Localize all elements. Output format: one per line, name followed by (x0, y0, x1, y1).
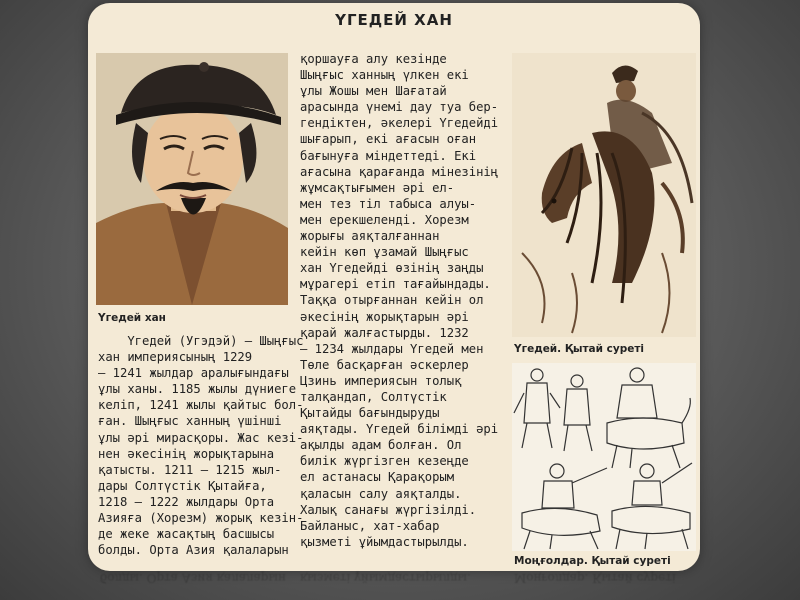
column-2-line: ел астанасы Қарақорым (300, 470, 455, 485)
horse-rider-sketch-image (512, 53, 696, 337)
column-1-line: де жеке жасақтың басшысы (98, 527, 275, 542)
column-2-line: мен тез тіл табыса алуы- (300, 196, 477, 211)
column-2-line: Халық санағы жүргізілді. (300, 502, 477, 517)
column-2-line: ағасына қарағанда мінезінің (300, 164, 499, 179)
column-2-line: билік жүргізген кезеңде (300, 454, 469, 469)
column-2-line: талқандап, Солтүстік (300, 389, 447, 404)
portrait-drawing (96, 53, 288, 305)
column-1-line: қатысты. 1211 – 1215 жыл- (98, 462, 282, 477)
column-2-line: Таққа отырғаннан кейін ол (300, 293, 484, 308)
slide-reflection (88, 571, 700, 600)
column-2-line: қарай жалғастырды. 1232 (300, 325, 469, 340)
column-1-line: ұлы ханы. 1185 жылы дүниеге (98, 382, 297, 397)
column-2-line: аяқтады. Үгедей білімді әрі (300, 422, 499, 437)
column-2-line: ақылды адам болған. Ол (300, 438, 462, 453)
column-2-line: Байланыс, хат-хабар (300, 518, 440, 533)
column-2-line: жұмсақтығымен әрі ел- (300, 180, 455, 195)
column-1-line: ұлы әрі мирасқоры. Жас кезі- (98, 430, 304, 445)
column-2-line: арасында үнемі дау туа бер- (300, 100, 499, 115)
column-2-line: Қытайды бағындыруды (300, 406, 440, 421)
column-2-line: ұлы Жошы мен Шағатай (300, 84, 447, 99)
column-2-line: гендіктен, әкелері Үгедейді (300, 116, 499, 131)
column-2-line: хан Үгедейді өзінің заңды (300, 261, 484, 276)
column-2-line: қаласын салу аяқталды. (300, 486, 462, 501)
ugedei-portrait-image (96, 53, 288, 305)
horse-caption: Үгедей. Қытай суреті (514, 343, 645, 355)
reflection-text-3: Моңғолдар. Қытай суреті (514, 571, 676, 585)
column-2-line: қоршауға алу кезінде (300, 52, 447, 66)
mongols-caption: Моңғолдар. Қытай суреті (514, 555, 671, 567)
column-1-line: хан империясының 1229 (98, 350, 253, 365)
column-1-line: Азияға (Хорезм) жорық кезін- (98, 511, 304, 526)
column-1-line: 1218 – 1222 жылдары Орта (98, 494, 275, 509)
horse-drawing (512, 53, 696, 337)
column-1-line: – 1241 жылдар аралығындағы (98, 366, 289, 381)
column-1-line: ған. Шыңғыс ханның үшінші (98, 414, 282, 429)
column-2-text (300, 51, 498, 550)
textbook-page (88, 3, 700, 571)
column-1-text (98, 333, 303, 558)
reflection-text-2: қызметі ұйымдастырылды. (300, 571, 471, 585)
column-2-line: – 1234 жылдары Үгедей мен (300, 341, 484, 356)
column-2-line: жорығы аяқталғаннан (300, 229, 440, 244)
column-1-line: нен әкесінің жорықтарына (98, 446, 275, 461)
column-1-line: Үгедей (Угэдэй) – Шыңғыс (98, 334, 304, 348)
column-2-line: әкесінің жорықтарын әрі (300, 309, 469, 324)
column-2-line: шығарып, екі ағасын оған (300, 132, 477, 147)
mongols-drawing (512, 363, 696, 551)
column-1-line: болды. Орта Азия қалаларын (98, 543, 289, 558)
column-2-line: мұрагері етіп тағайындады. (300, 277, 491, 292)
column-2-line: бағынуға міндеттеді. Екі (300, 148, 477, 163)
column-2-line: кейін көп ұзамай Шыңғыс (300, 245, 469, 260)
column-1-line: дары Солтүстік Қытайға, (98, 478, 267, 493)
column-2-line: Төле басқарған әскерлер (300, 357, 469, 372)
portrait-caption: Үгедей хан (98, 312, 166, 324)
column-2-line: Шыңғыс ханның үлкен екі (300, 68, 469, 83)
mongol-warriors-drawing-image (512, 363, 696, 551)
column-2-line: мен ерекшеленді. Хорезм (300, 212, 469, 227)
column-2-line: қызметі ұйымдастырылды. (300, 534, 469, 549)
column-1-line: келіп, 1241 жылы қайтыс бол- (98, 398, 304, 413)
column-2-line: Цзинь империясын толық (300, 373, 462, 388)
page-title: ҮГЕДЕЙ ХАН (335, 11, 453, 29)
reflection-text-1: болды. Орта Азия қалаларын (100, 571, 286, 585)
